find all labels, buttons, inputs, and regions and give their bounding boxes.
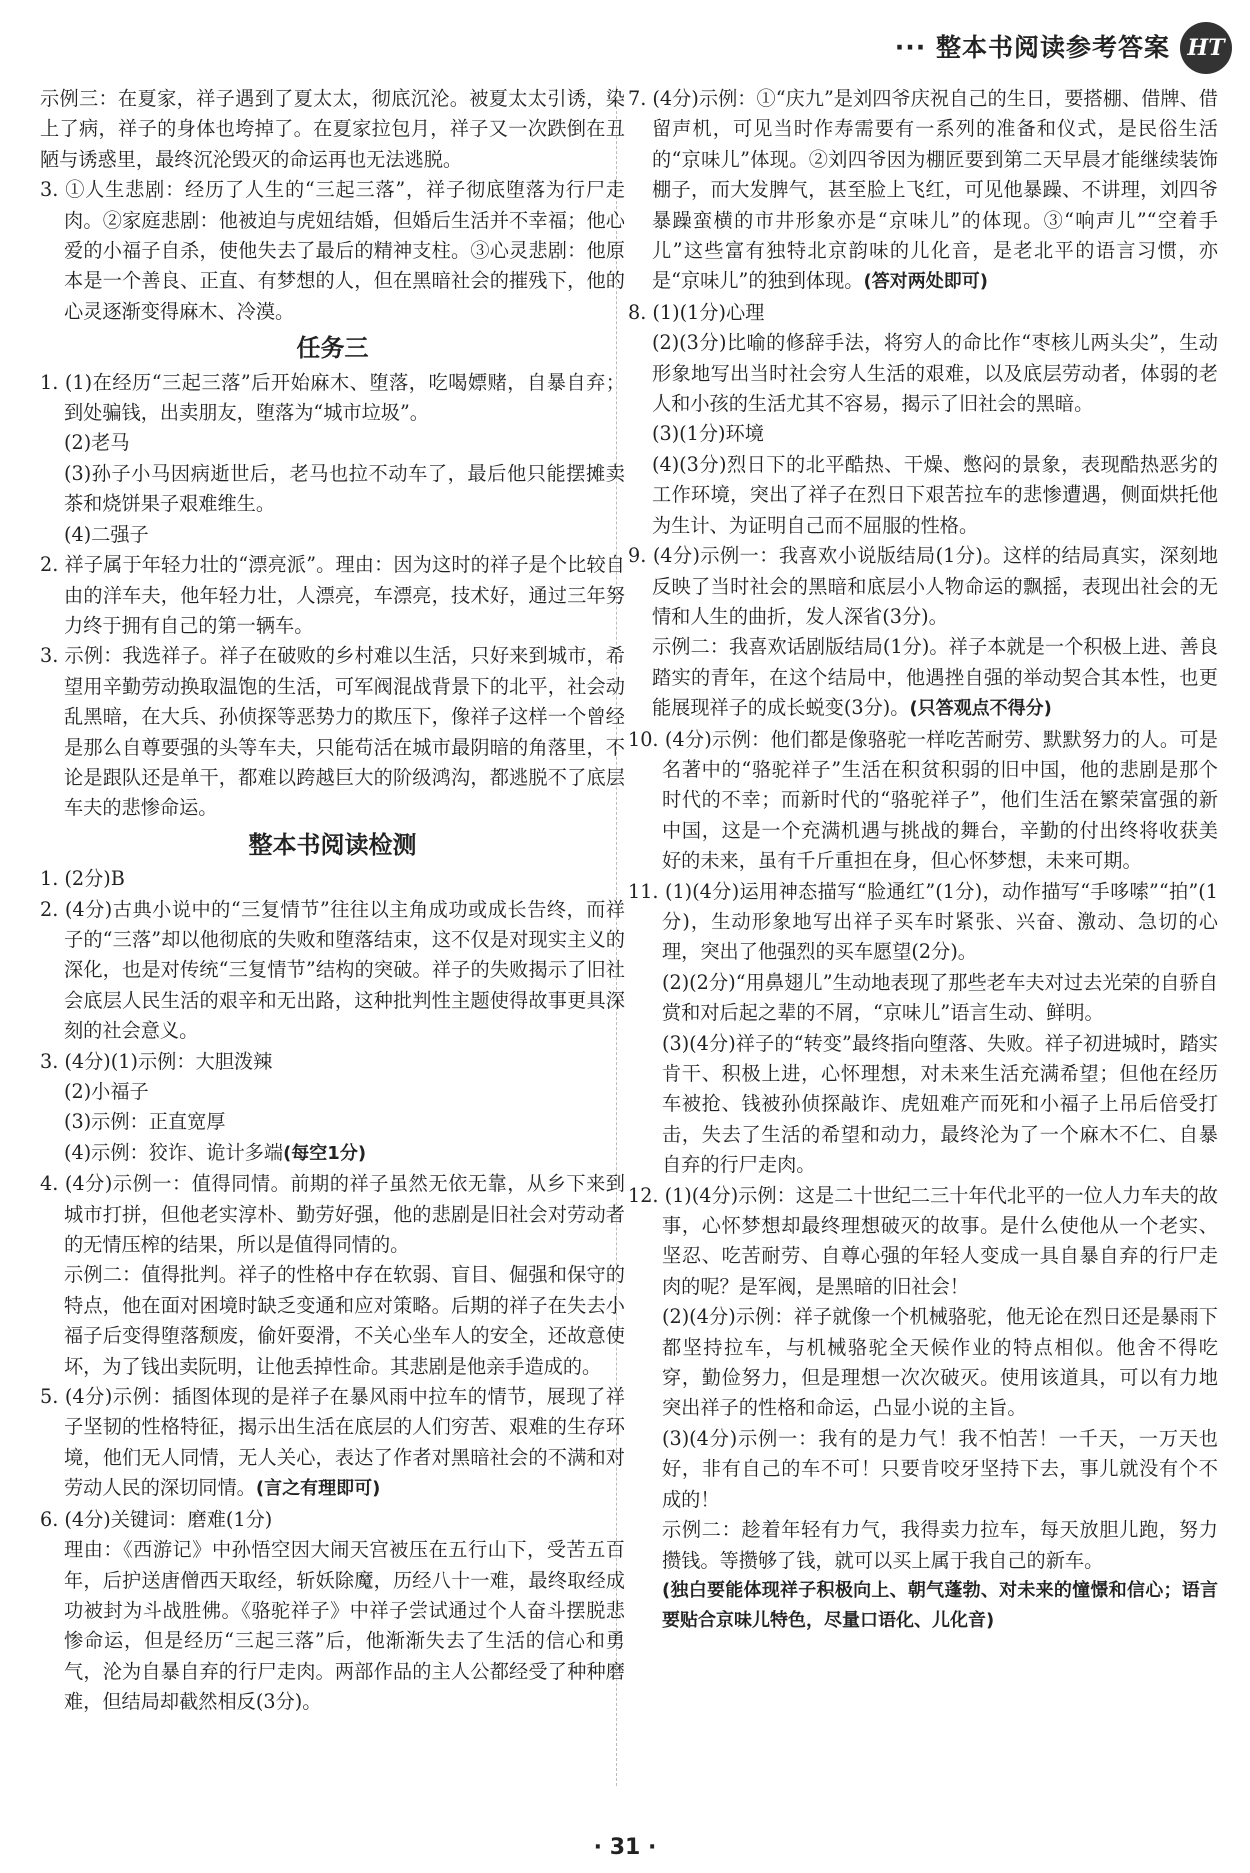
- scoring-note: (言之有理即可): [255, 1478, 381, 1500]
- scoring-note: (只答观点不得分): [909, 698, 1052, 720]
- task3-answer-2: 2. 祥子属于年轻力壮的“漂亮派”。理由：因为这时的祥子是个比较自由的洋车夫，他年轻力壮，人漂亮，车漂亮，技术好，通过三年努力终于拥有自己的第一辆车。: [40, 553, 625, 637]
- check-answer-8-4: (4)(3分)烈日下的北平酷热、干燥、憋闷的景象，表现酷热恶劣的工作环境，突出了祥子在烈日下艰苦拉车的悲惨遭遇，侧面烘托他为生计、为证明自己而不屈服的性格。: [652, 452, 1218, 537]
- check-answer-3-4: (4)示例：狡诈、诡计多端(每空1分): [64, 1140, 367, 1164]
- check-answer-4-2: 示例二：值得批判。祥子的性格中存在软弱、盲目、倔强和保守的特点，他在面对困境时缺乏变通和应对策略。后期的祥子在失去小福子后变得堕落颓废，偷奸耍滑，不关心坐车人的安全，还故意使坏，为了钱出卖阮明，让他丢掉性命。其悲剧是他亲手造成的。: [64, 1263, 625, 1378]
- check-answer-12-2: (2)(4分)示例：祥子就像一个机械骆驼，他无论在烈日还是暴雨下都坚持拉车，与机械骆驼全天候作业的特点相似。他舍不得吃穿，勤俭努力，但是理想一次次破灭。使用该道具，可以有力地突出祥子的性格和命运，凸显小说的主旨。: [662, 1305, 1218, 1420]
- check-answer-11-2: (2)(2分)“用鼻翅儿”生动地表现了那些老车夫对过去光荣的自骄自赏和对后起之辈的不屑，“京味儿”语言生动、鲜明。: [662, 970, 1218, 1025]
- section-title-task3: 任务三: [296, 334, 369, 363]
- check-answer-7: 7. (4分)示例：①“庆九”是刘四爷庆祝自己的生日，要搭棚、借牌、借留声机，可见当时作寿需要有一系列的准备和仪式，是民俗生活的“京味儿”体现。②刘四爷因为棚匠要到第二天早晨才能继续装饰棚子，而大发脾气，甚至脸上飞红，可见他暴躁、不讲理，刘四爷暴躁蛮横的市井形象亦是“京味儿”的体现。③“响声儿”“空着手儿”这些富有独特北京韵味的儿化音，是老北平的语言习惯，亦是“京味儿”的独到体现。(答对两处即可): [628, 87, 1218, 293]
- check-answer-12-4: 示例二：趁着年轻有力气，我得卖力拉车，每天放胆儿跑，努力攒钱。等攒够了钱，就可以买上属于我自己的新车。: [662, 1518, 1218, 1572]
- check-answer-5: 5. (4分)示例：插图体现的是祥子在暴风雨中拉车的情节，展现了祥子坚韧的性格特征，揭示出生活在底层的人们穷苦、艰难的生存环境，他们无人同情，无人关心，表达了作者对黑暗社会的不满和对劳动人民的深切同情。(言之有理即可): [40, 1385, 625, 1500]
- check-answer-9-1: 9. (4分)示例一：我喜欢小说版结局(1分)。这样的结局真实，深刻地反映了当时社会的黑暗和底层小人物命运的飘摇，表现出社会的无情和人生的曲折，发人深省(3分)。: [628, 544, 1218, 628]
- section-title-check: 整本书阅读检测: [248, 830, 417, 859]
- scoring-note: (答对两处即可): [863, 271, 988, 293]
- check-answer-8-2: (2)(3分)比喻的修辞手法，将穷人的命比作“枣核儿两头尖”，生动形象地写出当时社会穷人生活的艰难，以及底层劳动者，体弱的老人和小孩的生活尤其不容易，揭示了旧社会的黑暗。: [652, 331, 1218, 416]
- check-answer-12-3: (3)(4分)示例一：我有的是力气！我不怕苦！一千天，一万天也好，非有自己的车不可！只要肯咬牙坚持下去，事儿就没有个不成的！: [662, 1426, 1218, 1511]
- check-answer-1: 1. (2分)B: [40, 867, 125, 891]
- check-answer-11-1: 11. (1)(4分)运用神态描写“脸通红”(1分)，动作描写“手哆嗦”“拍”(1分)，生动形象地写出祥子买车时紧张、兴奋、激动、急切的心理，突出了他强烈的买车愿望(2分)。: [628, 879, 1218, 964]
- logo-icon: HT: [1180, 22, 1232, 74]
- check-answer-3-2: (2)小福子: [64, 1080, 149, 1103]
- page-header: [0, 0, 1250, 80]
- task3-answer-3: 3. 示例：我选祥子。祥子在破败的乡村难以生活，只好来到城市，希望用辛勤劳动换取温饱的生活，可军阀混战背景下的北平，社会动乱黑暗，在大兵、孙侦探等恶势力的欺压下，像祥子这样一个曾经是那么自尊要强的头等车夫，只能苟活在城市最阴暗的角落里，不论是跟队还是单干，都难以跨越巨大的阶级鸿沟，都逃脱不了底层车夫的悲惨命运。: [40, 644, 625, 820]
- check-answer-3-3: (3)示例：正直宽厚: [64, 1110, 226, 1134]
- check-answer-12-1: 12. (1)(4分)示例：这是二十世纪二三十年代北平的一位人力车夫的故事，心怀梦想却最终理想破灭的故事。是什么使他从一个老实、坚忍、吃苦耐劳、自尊心强的年轻人变成一具自暴自弃的行尸走肉的呢？是军阀，是黑暗的旧社会！: [628, 1183, 1218, 1298]
- check-answer-8-3: (3)(1分)环境: [652, 422, 764, 446]
- check-answer-9-2: 示例二：我喜欢话剧版结局(1分)。祥子本就是一个积极上进、善良踏实的青年，在这个结局中，他遇挫自强的举动契合其本性，也更能展现祥子的成长蜕变(3分)。(只答观点不得分): [652, 635, 1218, 720]
- left-column: [40, 84, 625, 1718]
- check-answer-8-1: 8. (1)(1分)心理: [628, 300, 765, 324]
- answer-3: 3. ①人生悲剧：经历了人生的“三起三落”，祥子彻底堕落为行尸走肉。②家庭悲剧：他被迫与虎妞结婚，但婚后生活并不幸福；他心爱的小福子自杀，使他失去了最后的精神支柱。③心灵悲剧：他原本是一个善良、正直、有梦想的人，但在黑暗社会的摧残下，他的心灵逐渐变得麻木、冷漠。: [40, 178, 625, 323]
- check-answer-3-1: 3. (4分)(1)示例：大胆泼辣: [40, 1049, 273, 1073]
- check-answer-2: 2. (4分)古典小说中的“三复情节”往往以主角成功或成长告终，而祥子的“三落”却以他彻底的失败和堕落结束，这不仅是对现实主义的深化，也是对传统“三复情节”结构的突破。祥子的失败揭示了旧社会底层人民生活的艰辛和无出路，这种批判性主题使得故事更具深刻的社会意义。: [40, 897, 625, 1043]
- task3-answer-1-2: (2)老马: [64, 431, 130, 455]
- task3-answer-1: 1. (1)在经历“三起三落”后开始麻木、堕落，吃喝嫖赌，自暴自弃；到处骗钱，出卖朋友，堕落为“城市垃圾”。: [40, 370, 625, 425]
- right-column: [628, 84, 1218, 1637]
- check-answer-6-2: 理由：《西游记》中孙悟空因大闹天宫被压在五行山下，受苦五百年，后护送唐僧西天取经，斩妖除魔，历经八十一难，最终取经成功被封为斗战胜佛。《骆驼祥子》中祥子尝试通过个人奋斗摆脱悲惨命运，但是经历“三起三落”后，他渐渐失去了生活的信心和勇气，沦为自暴自弃的行尸走肉。两部作品的主人公都经受了种种磨难，但结局却截然相反(3分)。: [64, 1538, 625, 1714]
- check-answer-10: 10. (4分)示例：他们都是像骆驼一样吃苦耐劳、默默努力的人。可是名著中的“骆驼祥子”生活在积贫积弱的旧中国，他的悲剧是那个时代的不幸；而新时代的“骆驼祥子”，他们生活在繁荣富强的新中国，这是一个充满机遇与挑战的舞台，辛勤的付出终将收获美好的未来，虽有千斤重担在身，但心怀梦想，未来可期。: [628, 727, 1218, 873]
- task3-answer-1-4: (4)二强子: [64, 522, 149, 546]
- scoring-note: (每空1分): [283, 1142, 367, 1164]
- check-answer-4-1: 4. (4分)示例一：值得同情。前期的祥子虽然无依无靠，从乡下来到城市打拼，但他老实淳朴、勤劳好强，他的悲剧是旧社会对劳动者的无情压榨的结果，所以是值得同情的。: [40, 1172, 625, 1257]
- check-answer-11-3: (3)(4分)祥子的“转变”最终指向堕落、失败。祥子初进城时，踏实肯干、积极上进，心怀理想，对未来生活充满希望；但他在经历车被抢、钱被孙侦探敲诈、虎妞难产而死和小福子上吊后倍受打击，失去了生活的希望和动力，最终沦为了一个麻木不仁、自暴自弃的行尸走肉。: [662, 1031, 1218, 1177]
- header-title: ··· 整本书阅读参考答案: [894, 33, 1170, 62]
- task3-answer-1-3: (3)孙子小马因病逝世后，老马也拉不动车了，最后他只能摆摊卖茶和烧饼果子艰难维生。: [64, 461, 625, 516]
- page-number: · 31 ·: [593, 1835, 657, 1860]
- intro-paragraph: 示例三：在夏家，祥子遇到了夏太太，彻底沉沦。被夏太太引诱，染上了病，祥子的身体也垮掉了。在夏家拉包月，祥子又一次跌倒在丑陋与诱惑里，最终沉沦毁灭的命运再也无法逃脱。: [40, 87, 625, 171]
- check-answer-12-note: (独白要能体现祥子积极向上、朝气蓬勃、对未来的憧憬和信心；语言要贴合京味儿特色，尽量口语化、儿化音): [662, 1579, 1218, 1632]
- check-answer-6-1: 6. (4分)关键词：磨难(1分): [40, 1507, 273, 1531]
